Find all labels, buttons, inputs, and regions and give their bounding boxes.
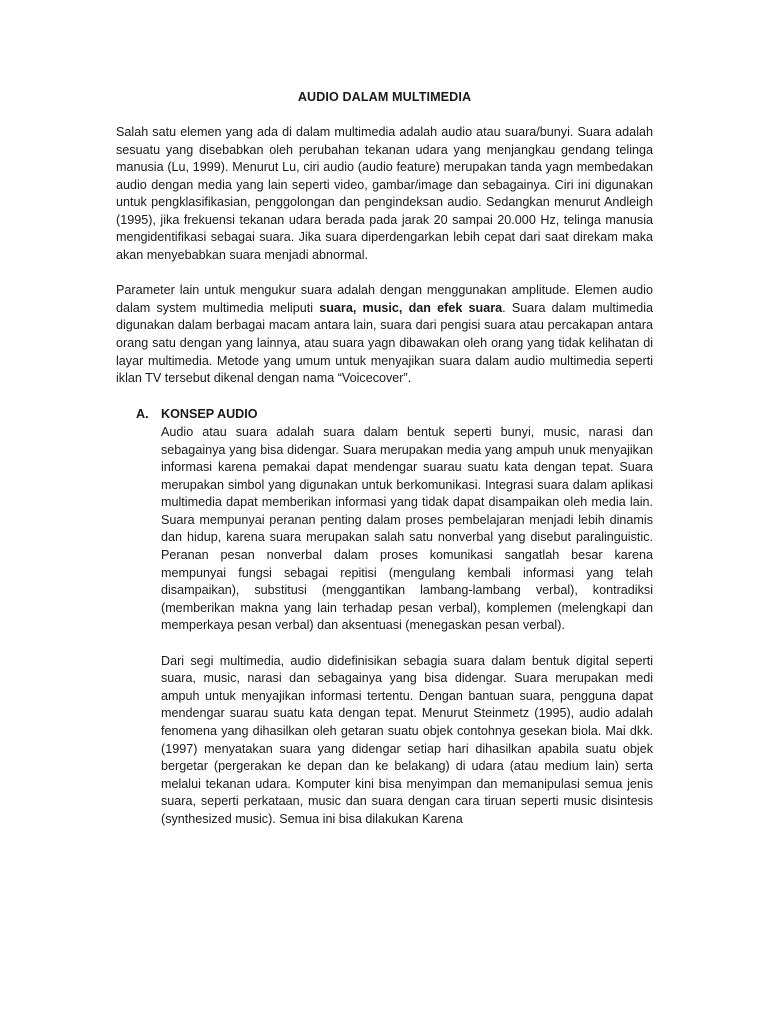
section-a-marker: A. bbox=[136, 406, 149, 421]
section-a-heading bbox=[136, 406, 653, 424]
section-a-paragraph-2: Dari segi multimedia, audio didefinisikan sebagia suara dalam bentuk digital seperti suara, music, narasi dan sebagainya yang bisa didengar. Suara merupakan medi ampuh untuk menyajikan informasi tertentu. Dengan bantuan suara, pengguna dapat mendengar suarau suatu kata dengan tepat. Menurut Steinmetz (1995), audio adalah fenomena yang dihasilkan oleh getaran suatu objek contohnya gesekan biola. Mai dkk. (1997) menyatakan suara yang didengar setiap hari dihasilkan apabila suatu objek bergetar (pergerakan ke depan dan ke belakang) di udara (atau medium lain) serta melalui tekanan udara. Komputer kini bisa menyimpan dan memanipulasi semua jenis suara, seperti perkataan, music dan suara dengan cara tiruan seperti music disintesis (synthesized music). Semua ini bisa dilakukan Karena bbox=[161, 653, 653, 826]
section-a-paragraph-1: Audio atau suara adalah suara dalam bentuk seperti bunyi, music, narasi dan sebagainya yang bisa didengar. Suara merupakan media yang ampuh unuk menyajikan informasi karena pemakai dapat mendengar suarau suatu kata dengan tepat. Suara merupakan simbol yang digunakan untuk berkomunikasi. Integrasi suara dalam aplikasi multimedia dapat memberikan informasi yang tidak dapat disampaikan oleh media lain. Suara mempunyai peranan penting dalam proses pembelajaran menjadi lebih dinamis dan hidup, karena suara merupakan salah satu nonverbal yang disebut paralinguistic. Peranan pesan nonverbal dalam proses komunikasi sangatlah besar karena mempunyai fungsi sebagai repitisi (mengulang kembali informasi yang telah disampaikan), substitusi (menggantikan lambang-lambang verbal), kontradiksi (memberikan makna yang lain terhadap pesan verbal), komplemen (melengkapi dan memperkaya pesan verbal) dan aksentuasi (menegaskan pesan verbal). bbox=[161, 425, 653, 633]
section-a-body bbox=[161, 424, 653, 828]
section-a-title: KONSEP AUDIO bbox=[161, 406, 258, 421]
parameter-paragraph-text-start: Parameter lain untuk mengukur suara adalah dengan menggunakan amplitude. Elemen audio dalam system multimedia meliputi bbox=[116, 283, 653, 315]
document-title: AUDIO DALAM MULTIMEDIA bbox=[297, 90, 472, 104]
parameter-paragraph-bold-text: suara, music, dan efek suara bbox=[319, 300, 503, 315]
parameter-paragraph-text-end: . Suara dalam multimedia digunakan dalam berbagai macam antara lain, suara dari pengisi suara atau percakapan antara orang satu dengan yang lainnya, atau suara yagn dibawakan oleh orang yang tidak kelihatan di layar multimedia. Metode yang umum untuk menyajikan suara dalam audio multimedia seperti iklan TV tersebut dikenal dengan nama “Voicecover”. bbox=[116, 300, 654, 386]
intro-paragraph: Salah satu elemen yang ada di dalam multimedia adalah audio atau suara/bunyi. Suara adalah sesuatu yang disebabkan oleh perubahan tekanan udara yang menjangkau gendang telinga manusia (Lu, 1999). Menurut Lu, ciri audio (audio feature) merupakan tanda yagn membedakan audio dengan media yang lain seperti video, gambar/image dan sebagainya. Ciri ini digunakan untuk pengklasifikasian, penggolongan dan pengindeksan audio. Sedangkan menurut Andleigh (1995), jika frekuensi tekanan udara berada pada jarak 20 sampai 20.000 Hz, telinga manusia mengidentifikasi sebagai suara. Jika suara diperdengarkan lebih cepat dari saat direkam maka akan menyebabkan suara menjadi abnormal. bbox=[116, 125, 653, 262]
parameter-paragraph bbox=[116, 282, 653, 387]
